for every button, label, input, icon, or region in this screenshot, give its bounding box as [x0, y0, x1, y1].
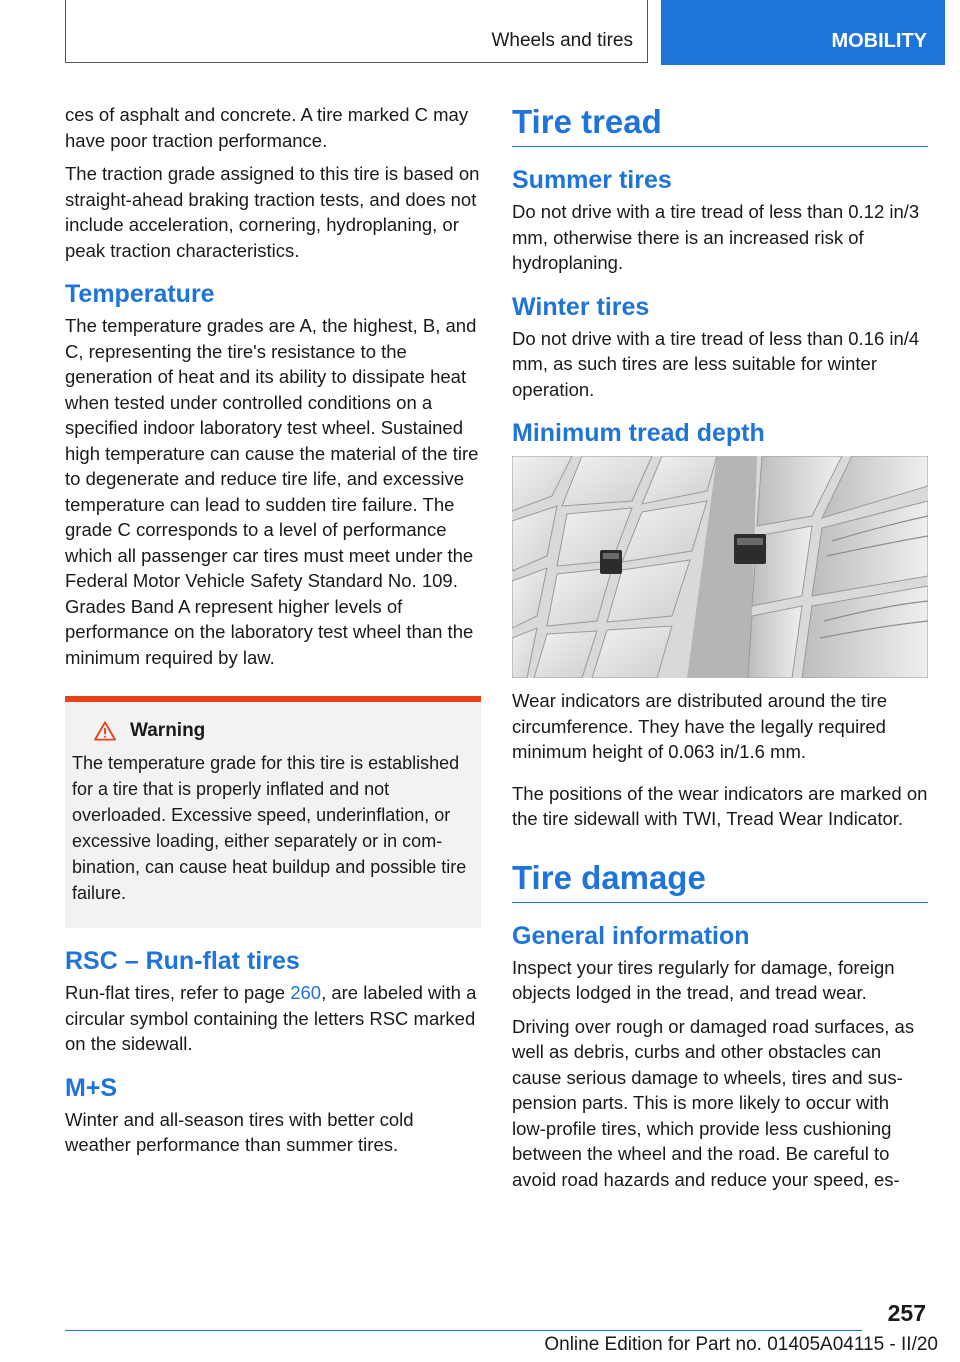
tire-tread-illustration [512, 456, 928, 678]
heading-general-information: General information [512, 921, 750, 950]
paragraph: Wear indicators are distributed around the tire circumference. They have the legally required minimum height of 0.063 in/1.6 mm. [512, 690, 887, 762]
heading-winter-tires: Winter tires [512, 292, 650, 321]
chapter-tab[interactable]: MOBILITY [661, 0, 945, 65]
heading-rsc: RSC – Run-flat tires [65, 947, 300, 975]
warning-header [94, 720, 473, 742]
paragraph: The traction grade assigned to this tire is based on straight-ahead braking traction tests, and does not include acceleration, cornering, hydroplaning, or peak traction characteristics. [65, 163, 480, 261]
footer-divider [65, 1330, 862, 1331]
heading-tire-tread: Tire tread [512, 102, 928, 147]
paragraph-rsc [65, 980, 481, 1057]
rsc-text-after: , are labeled with a circular symbol containing the letters RSC marked on the sidewall. [65, 982, 477, 1054]
paragraph: Winter and all-season tires with better cold weather performance than summer tires. [65, 1108, 414, 1155]
warning-box [65, 696, 481, 928]
heading-summer-tires: Summer tires [512, 166, 672, 194]
paragraph: The positions of the wear indicators are marked on the tire sidewall with TWI, Tread Wear Indicator. [512, 782, 928, 829]
heading-temperature: Temperature [65, 280, 215, 308]
rsc-text-before: Run-flat tires, refer to page [65, 982, 291, 1003]
warning-title: Warning [130, 720, 206, 741]
warning-triangle-icon [94, 721, 116, 741]
section-title: Wheels and tires [491, 30, 633, 51]
page-link[interactable]: 260 [290, 982, 322, 1003]
paragraph: Driving over rough or damaged road surfaces, as well as debris, curbs and other obstacles can cause serious damage to wheels, tires and suspension parts. This is more likely to occur with low-profile tires, which provide less cushioning between the wheel and the road. Be careful to avoid road hazards and reduce your speed, es- [512, 1015, 915, 1190]
heading-tire-damage: Tire damage [512, 858, 928, 903]
header-frame [65, 0, 648, 63]
paragraph: ces of asphalt and concrete. A tire marked C may have poor traction performance. [65, 104, 469, 151]
paragraph: Do not drive with a tire tread of less than 0.12 in/3 mm, otherwise there is an increased risk of hydroplaning. [512, 201, 920, 273]
right-column [512, 102, 928, 1200]
heading-minimum-tread-depth: Minimum tread depth [512, 419, 765, 447]
left-column [65, 102, 481, 1166]
warning-text: The temperature grade for this tire is established for a tire that is properly inflated and not overloaded. Excessive speed, underinflation, or excessive loading, either separately or in combination, can cause heat buildup and possible tire failure. [72, 753, 467, 903]
heading-ms: M+S [65, 1073, 118, 1102]
paragraph: Inspect your tires regularly for damage, foreign objects lodged in the tread, and tread wear. [512, 956, 895, 1003]
footer-edition: Online Edition for Part no. 01405A04115 - II/20 [544, 1334, 938, 1355]
paragraph: The temperature grades are A, the highest, B, and C, representing the tire's resistance to the generation of heat and its ability to dissipate heat when tested under controlled conditions on a specified indoor laboratory test wheel. Sustained high temperature can cause the material of the tire to degenerate and reduce tire life, and excessive temperature can lead to sudden tire failure. The grade C corresponds to a level of performance which all passenger car tires must meet under the Federal Motor Vehicle Safety Standard No. 109. Grades Band A represent higher levels of performance on the laboratory test wheel than the minimum required by law. [65, 315, 479, 668]
page-number: 257 [887, 1300, 926, 1326]
paragraph: Do not drive with a tire tread of less than 0.16 in/4 mm, as such tires are less suitable for winter operation. [512, 327, 920, 400]
